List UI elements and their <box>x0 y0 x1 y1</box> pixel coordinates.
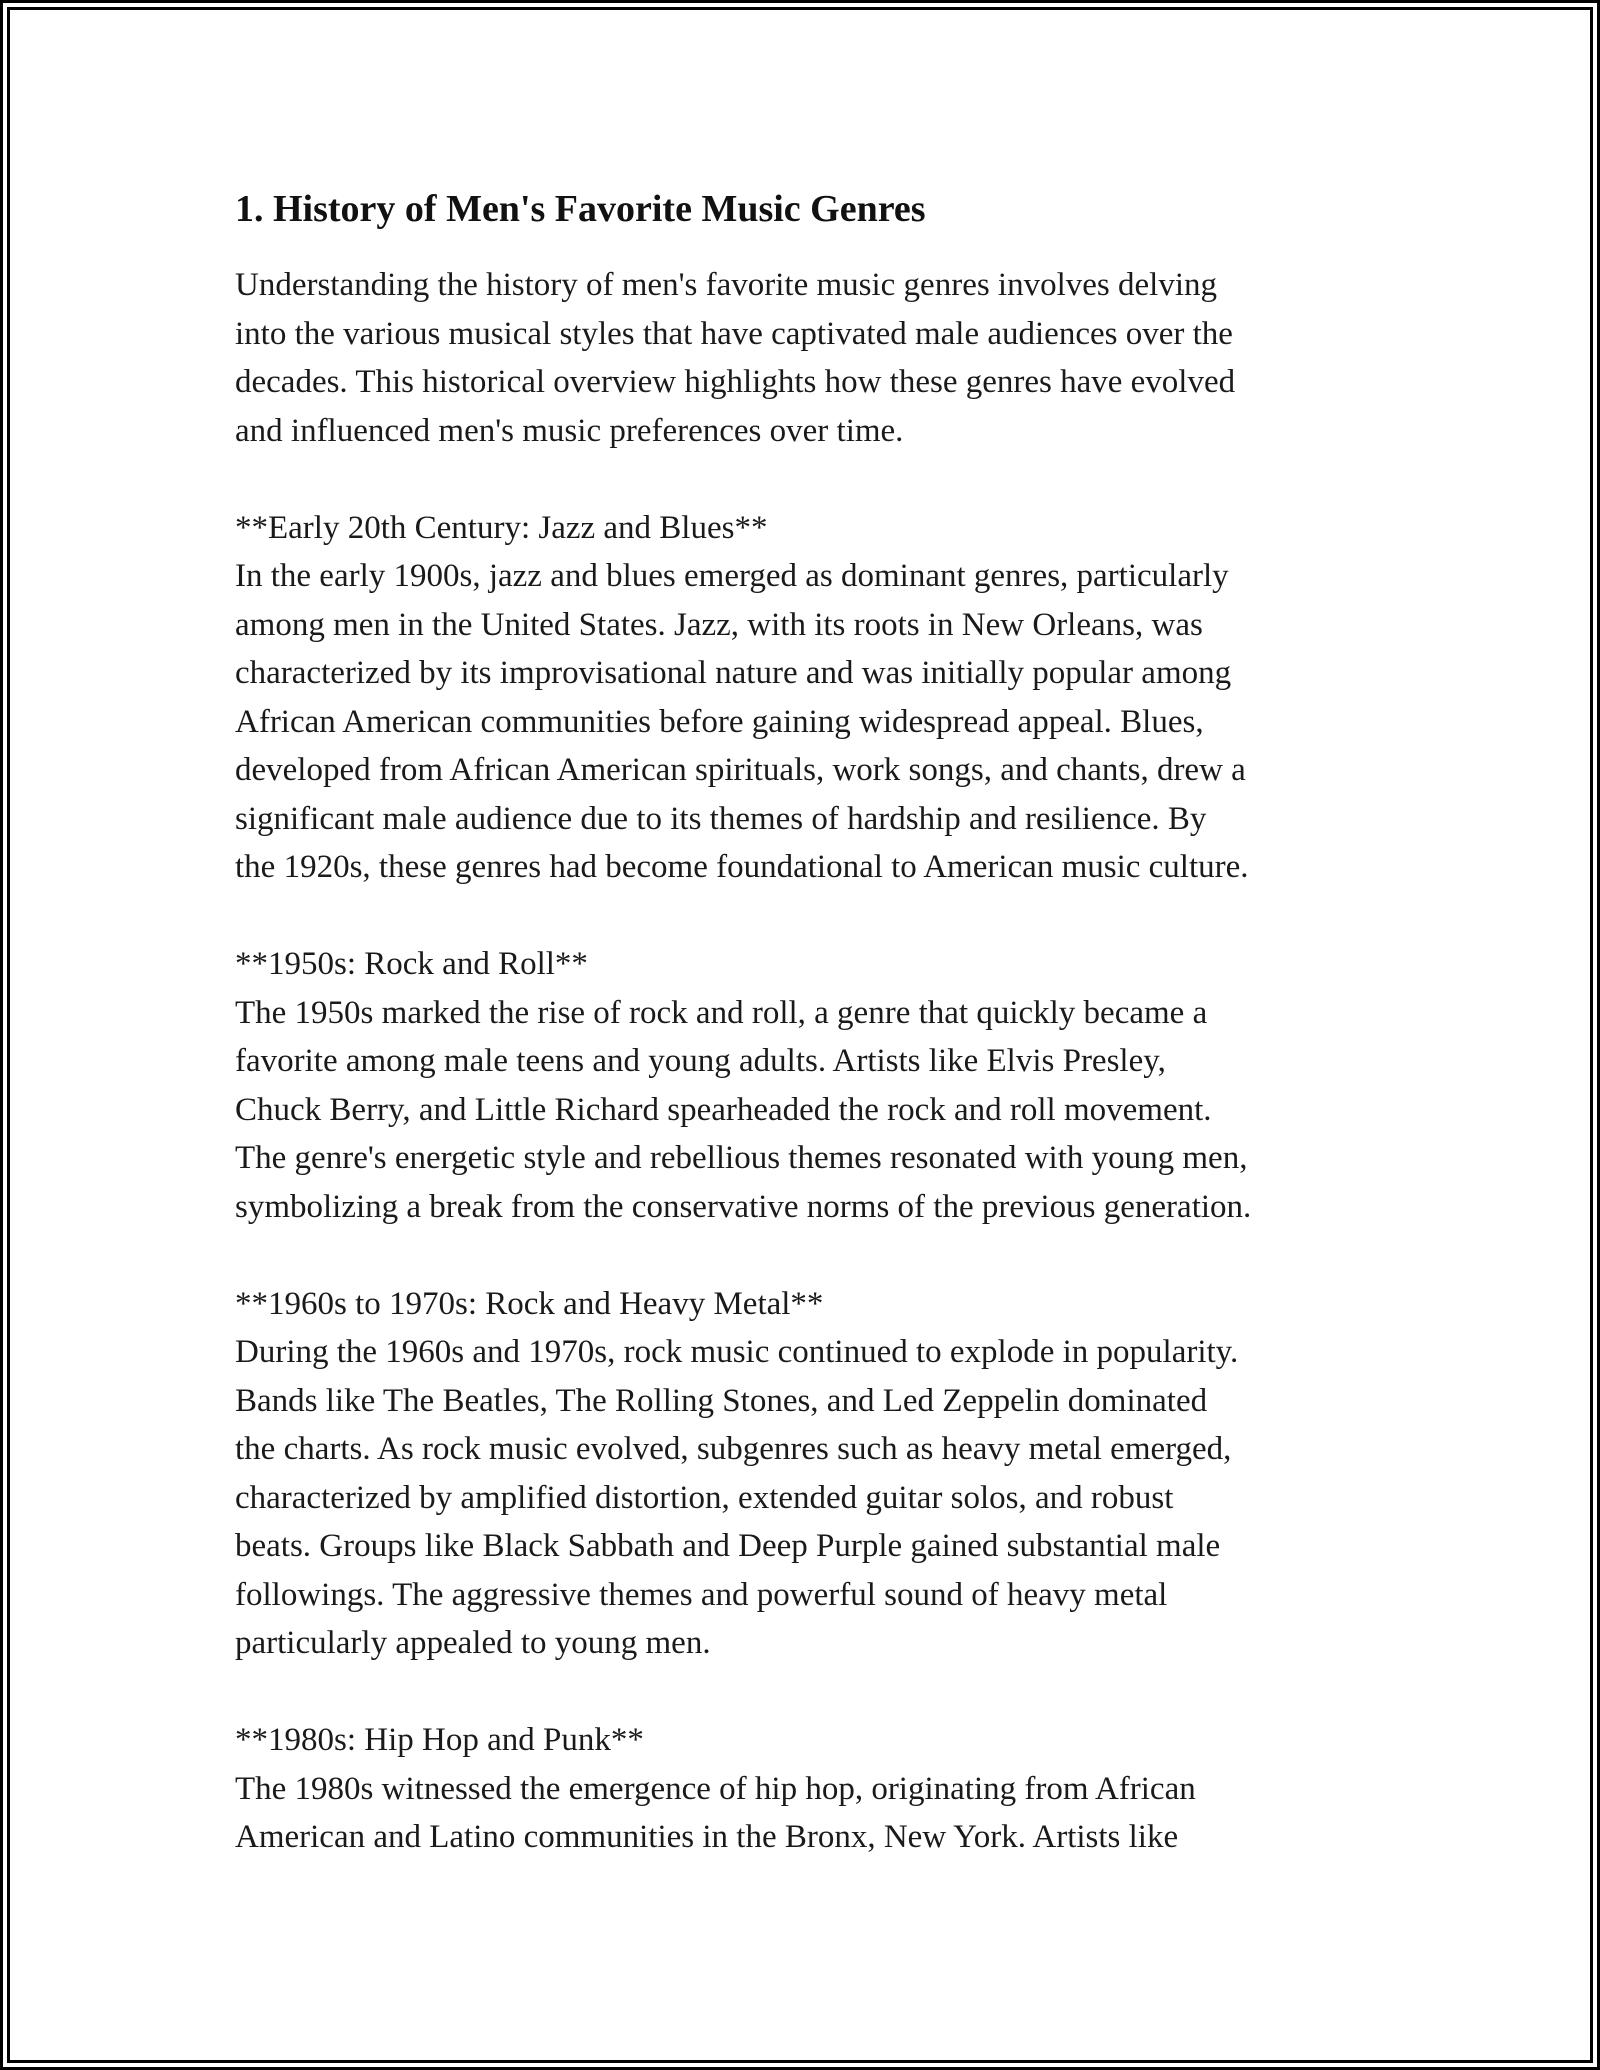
page-title: 1. History of Men's Favorite Music Genres <box>235 188 926 230</box>
intro-paragraph: Understanding the history of men's favorite music genres involves delving into the various musical styles that have captivated male audiences over the decades. This historical overview highlights how these genres have evolved and influenced men's music preferences over time. <box>235 267 1236 449</box>
section-body: The 1950s marked the rise of rock and roll, a genre that quickly became a favorite among male teens and young adults. Artists like Elvis Presley, Chuck Berry, and Little Richard spearheaded the rock and roll movement. The genre's energetic style and rebellious themes resonated with young men, symbolizing a break from the conservative norms of the previous generation. <box>235 994 1252 1225</box>
document-body <box>235 185 1395 1862</box>
section-body: In the early 1900s, jazz and blues emerged as dominant genres, particularly among men in the United States. Jazz, with its roots in New Orleans, was characterized by its improvisational nature and was initially popular among African American communities before gaining widespread appeal. Blues, developed from African American spirituals, work songs, and chants, drew a significant male audience due to its themes of hardship and resilience. By the 1920s, these genres had become foundational to American music culture. <box>235 558 1249 885</box>
section-rock-heavy-metal <box>235 1280 1395 1668</box>
section-body: During the 1960s and 1970s, rock music continued to explode in popularity. Bands like The Beatles, The Rolling Stones, and Led Zeppelin dominated the charts. As rock music evolved, subgenres such as heavy metal emerged, characterized by amplified distortion, extended guitar solos, and robust beats. Groups like Black Sabbath and Deep Purple gained substantial male followings. The aggressive themes and powerful sound of heavy metal particularly appealed to young men. <box>235 1334 1239 1661</box>
section-jazz-blues <box>235 504 1395 892</box>
section-title: **1950s: Rock and Roll** <box>235 946 588 982</box>
section-title: **1960s to 1970s: Rock and Heavy Metal** <box>235 1285 824 1322</box>
section-body: The 1980s witnessed the emergence of hip hop, originating from African American and Latino communities in the Bronx, New York. Artists like <box>235 1770 1196 1855</box>
section-title: **Early 20th Century: Jazz and Blues** <box>235 509 768 546</box>
section-title: **1980s: Hip Hop and Punk** <box>235 1722 644 1758</box>
section-rock-and-roll <box>235 940 1395 1231</box>
section-hip-hop-punk <box>235 1716 1395 1862</box>
